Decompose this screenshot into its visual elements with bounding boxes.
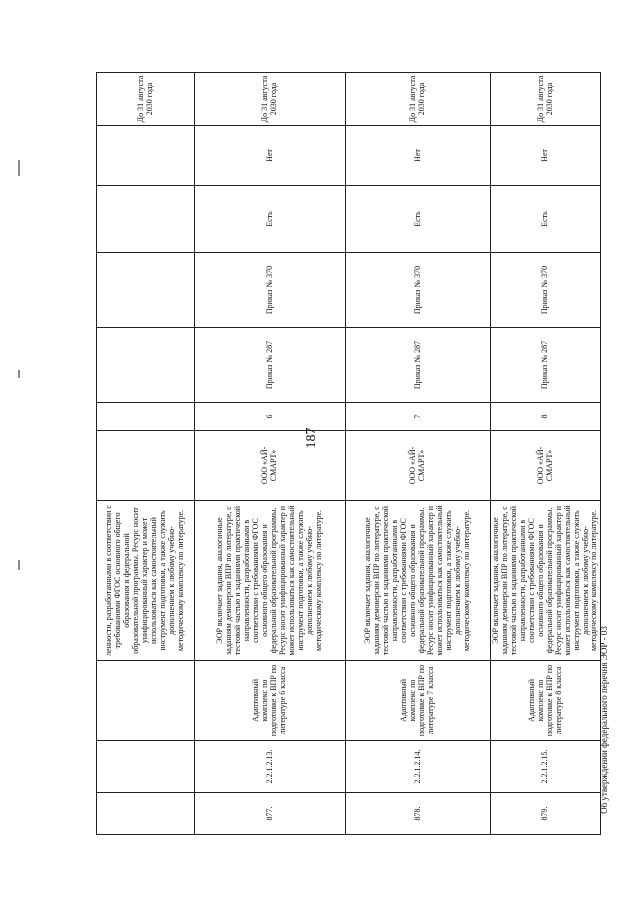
- cell-deadline: До 31 августа 2030 года: [195, 73, 346, 126]
- cell-order-287: [97, 328, 195, 403]
- cell-order-370: Приказ № 370: [491, 253, 601, 328]
- cell-name: Адаптивный комплекс по подготовке к ВПР по литературе 7 класса: [346, 661, 491, 741]
- cell-order-287: Приказ № 287: [346, 328, 491, 403]
- cell-name: [97, 661, 195, 741]
- footer-note: Об утверждении федерального перечня ЭОР - 03: [599, 626, 609, 814]
- cell-grade: 7: [346, 403, 491, 431]
- cell-col9: [97, 186, 195, 253]
- cell-description: ЭОР включает задания, аналогичные заданиям демоверсии ВПР по литературе, с тестовой частью и заданиями практической направленности, разработанными в соответствии с требованиями ФГОС основного общего образования и федеральной образовательной программы. Ресурс носит унифицированный характер и может использоваться как самостоятельный инструмент подготовки, а также служить дополнением к любому учебно-методическому комплексу по литературе.: [195, 501, 346, 661]
- cell-order-370: Приказ № 370: [346, 253, 491, 328]
- cell-order-287: Приказ № 287: [195, 328, 346, 403]
- cell-num: 878.: [346, 793, 491, 835]
- cell-num: 877.: [195, 793, 346, 835]
- cell-code: 2.2.1.2.14.: [346, 741, 491, 793]
- table-row: [346, 73, 491, 835]
- cell-org: ООО «АЙ-СМАРТ»: [195, 431, 346, 501]
- cell-org: [97, 431, 195, 501]
- rotated-table-container: [96, 73, 599, 835]
- cell-col10: Нет: [195, 126, 346, 186]
- cell-deadline: До 31 августа 2030 года: [97, 73, 195, 126]
- cell-deadline: До 31 августа 2030 года: [346, 73, 491, 126]
- table-row: [491, 73, 601, 835]
- table-row: [97, 73, 195, 835]
- cell-grade: 8: [491, 403, 601, 431]
- cell-description: ленности, разработанными в соответствии с требованиями ФГОС основного общего образования и федеральной образовательной программы. Ресурс носит унифицированный характер и может использоваться как самостоятельный инструмент подготовки, а также служить дополнением к любому учебно-методическому комплексу по литературе.: [97, 501, 195, 661]
- cell-name: Адаптивный комплекс по подготовке к ВПР по литературе 8 класса: [491, 661, 601, 741]
- cell-description: ЭОР включает задания, аналогичные заданиям демоверсии ВПР по литературе, с тестовой частью и заданиями практической направленности, разработанными в соответствии с требованиями ФГОС основного общего образования и федеральной образовательной программы. Ресурс носит унифицированный характер и может использоваться как самостоятельный инструмент подготовки, а также служить дополнением к любому учебно-методическому комплексу по литературе.: [346, 501, 491, 661]
- cell-code: 2.2.1.2.13.: [195, 741, 346, 793]
- cell-org: ООО «АЙ-СМАРТ»: [346, 431, 491, 501]
- cell-grade: [97, 403, 195, 431]
- scan-mark: [18, 560, 20, 570]
- cell-grade: 6: [195, 403, 346, 431]
- cell-num: [97, 793, 195, 835]
- cell-col9: Есть: [346, 186, 491, 253]
- cell-col10: Нет: [346, 126, 491, 186]
- scan-mark: [18, 370, 20, 378]
- cell-description: ЭОР включает задания, аналогичные заданиям демоверсии ВПР по литературе, с тестовой частью и заданиями практической направленности, разработанными в соответствии с требованиями ФГОС основного общего образования и федеральной образовательной программы. Ресурс носит унифицированный характер и может использоваться как самостоятельный инструмент подготовки, а также служить дополнением к любому учебно-методическому комплексу по литературе.: [491, 501, 601, 661]
- cell-order-287: Приказ № 287: [491, 328, 601, 403]
- scan-mark: [18, 160, 20, 176]
- eor-list-table: [96, 72, 601, 835]
- cell-order-370: [97, 253, 195, 328]
- cell-deadline: До 31 августа 2030 года: [491, 73, 601, 126]
- cell-num: 879.: [491, 793, 601, 835]
- cell-name: Адаптивный комплекс по подготовке к ВПР по литературе 6 класса: [195, 661, 346, 741]
- cell-org: ООО «АЙ-СМАРТ»: [491, 431, 601, 501]
- cell-col9: Есть: [491, 186, 601, 253]
- cell-code: [97, 741, 195, 793]
- cell-col10: Нет: [491, 126, 601, 186]
- cell-code: 2.2.1.2.15.: [491, 741, 601, 793]
- cell-order-370: Приказ № 370: [195, 253, 346, 328]
- cell-col9: Есть: [195, 186, 346, 253]
- cell-col10: [97, 126, 195, 186]
- page-number: 187: [304, 427, 319, 449]
- table-row: [195, 73, 346, 835]
